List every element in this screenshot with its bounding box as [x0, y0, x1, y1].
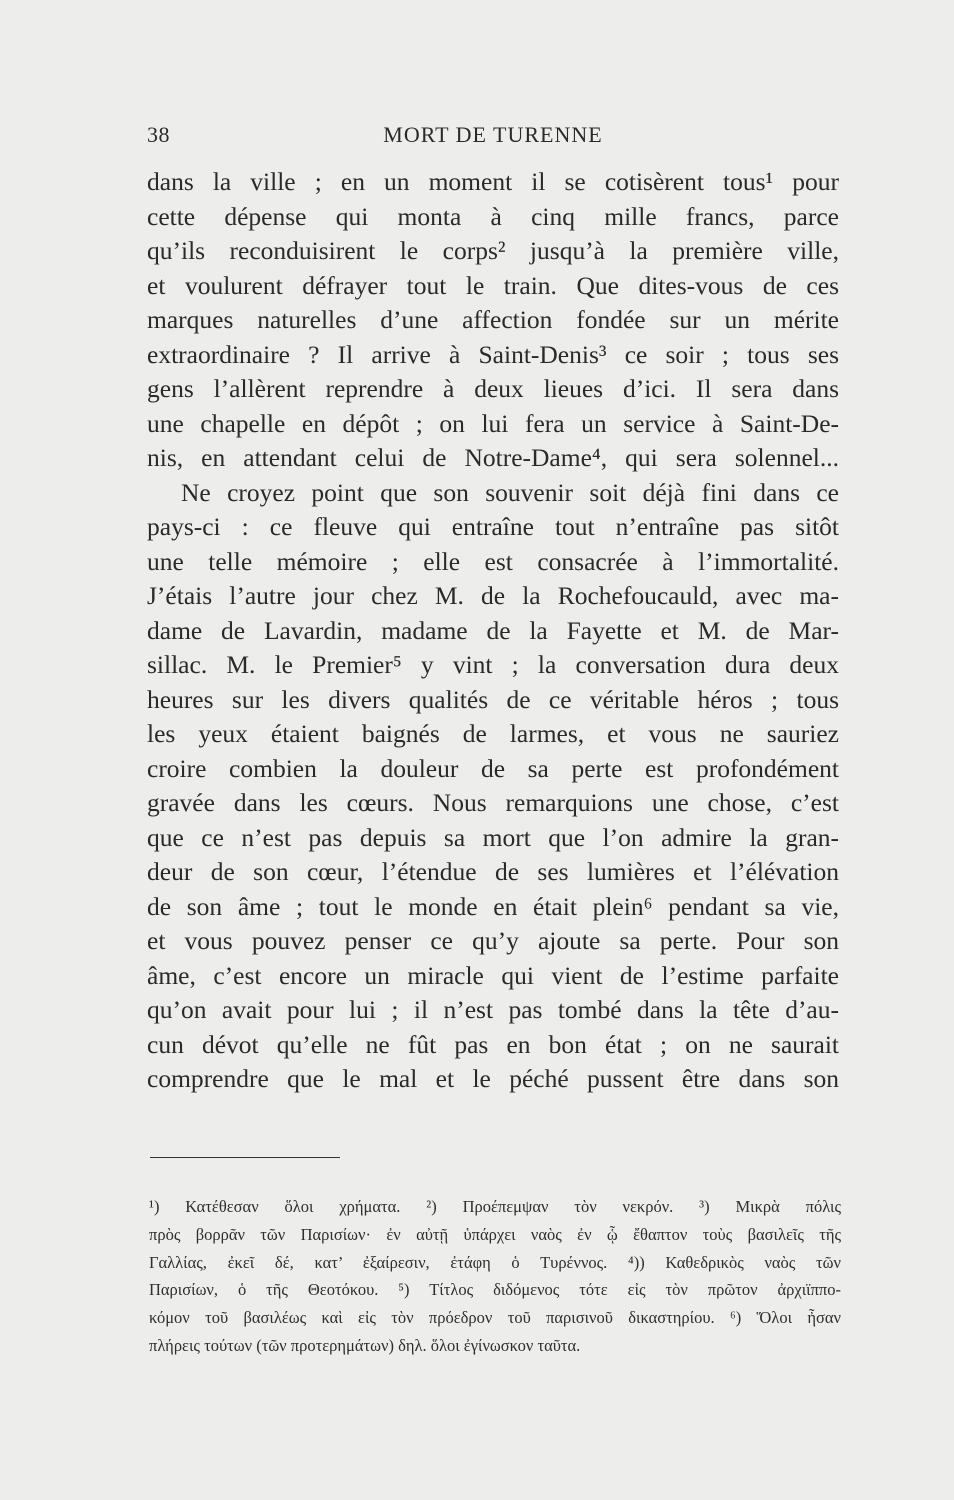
text-line: J’étais l’autre jour chez M. de la Rochefoucauld, avec ma- — [147, 581, 839, 610]
footnote-line: πρὸς βορρᾶν τῶν Παρισίων· ἐν αὐτῇ ὑπάρχει ναὸς ἐν ᾧ ἔθαπτον τοὺς βασιλεῖς τῆς — [149, 1224, 841, 1244]
text-line: dans la ville ; en un moment il se cotisèrent tous¹ pour — [147, 167, 839, 196]
page-number: 38 — [147, 122, 170, 147]
text-line: Ne croyez point que son souvenir soit déjà fini dans ce — [181, 477, 839, 507]
text-line: et vous pouvez penser ce qu’y ajoute sa perte. Pour son — [147, 926, 839, 955]
text-line: que ce n’est pas depuis sa mort que l’on admire la gran- — [147, 822, 839, 852]
footnote-divider — [150, 1157, 340, 1158]
text-line: de son âme ; tout le monde en était plein⁶ pendant sa vie, — [147, 891, 839, 921]
text-line: gens l’allèrent reprendre à deux lieues d’ici. Il sera dans — [147, 374, 839, 403]
text-line: comprendre que le mal et le péché pussent être dans son — [147, 1064, 839, 1093]
text-line: cette dépense qui monta à cinq mille francs, parce — [147, 201, 839, 231]
text-line: heures sur les divers qualités de ce véritable héros ; tous — [147, 684, 839, 714]
text-line: croire combien la douleur de sa perte est profondément — [147, 753, 839, 783]
footnotes — [149, 1193, 841, 1360]
text-line: deur de son cœur, l’étendue de ses lumières et l’élévation — [147, 857, 839, 886]
text-line: sillac. M. le Premier⁵ y vint ; la conversation dura deux — [147, 650, 839, 679]
body-text — [147, 165, 839, 1097]
text-line: gravée dans les cœurs. Nous remarquions une chose, c’est — [147, 788, 839, 817]
text-line: une telle mémoire ; elle est consacrée à l’immortalité. — [147, 546, 839, 576]
footnote-line: ¹) Κατέθεσαν ὅλοι χρήματα. ²) Προέπεμψαν τὸν νεκρόν. ³) Μικρὰ πόλις — [149, 1197, 841, 1216]
footnote-line: πλήρεις τούτων (τῶν προτερημάτων) δηλ. ὅλοι ἐγίνωσκον ταῦτα. — [149, 1335, 581, 1355]
running-title: MORT DE TURENNE — [383, 122, 603, 147]
text-line: cun dévot qu’elle ne fût pas en bon état ; on ne saurait — [147, 1029, 839, 1059]
footnote-line: Γαλλίας, ἐκεῖ δέ, κατ’ ἐξαίρεσιν, ἐτάφη ὁ Τυρέννος. ⁴)) Καθεδρικὸς ναὸς τῶν — [149, 1252, 841, 1272]
text-line: extraordinaire ? Il arrive à Saint-Denis³ ce soir ; tous ses — [147, 339, 839, 369]
footnote-line: κόμον τοῦ βασιλέως καὶ εἰς τὸν πρόεδρον τοῦ παρισινοῦ δικαστηρίου. ⁶) Ὅλοι ἦσαν — [149, 1308, 841, 1328]
text-line: pays-ci : ce fleuve qui entraîne tout n’entraîne pas sitôt — [147, 512, 839, 541]
footnote-line: Παρισίων, ὁ τῆς Θεοτόκου. ⁵) Τίτλος διδόμενος τότε εἰς τὸν πρῶτον ἀρχιϊππο- — [149, 1280, 841, 1300]
text-line: les yeux étaient baignés de larmes, et vous ne sauriez — [147, 719, 839, 748]
text-line: âme, c’est encore un miracle qui vient de l’estime parfaite — [147, 960, 839, 990]
text-line: dame de Lavardin, madame de la Fayette et M. de Mar- — [147, 615, 839, 645]
text-line: qu’on avait pour lui ; il n’est pas tombé dans la tête d’au- — [147, 995, 839, 1024]
text-line: une chapelle en dépôt ; on lui fera un service à Saint-De- — [147, 408, 839, 438]
text-line: nis, en attendant celui de Notre-Dame⁴, qui sera solennel... — [147, 443, 839, 472]
text-line: qu’ils reconduisirent le corps² jusqu’à la première ville, — [147, 236, 839, 265]
page-header — [147, 118, 839, 154]
text-line: marques naturelles d’une affection fondée sur un mérite — [147, 305, 839, 334]
text-line: et voulurent défrayer tout le train. Que dites-vous de ces — [147, 270, 839, 300]
